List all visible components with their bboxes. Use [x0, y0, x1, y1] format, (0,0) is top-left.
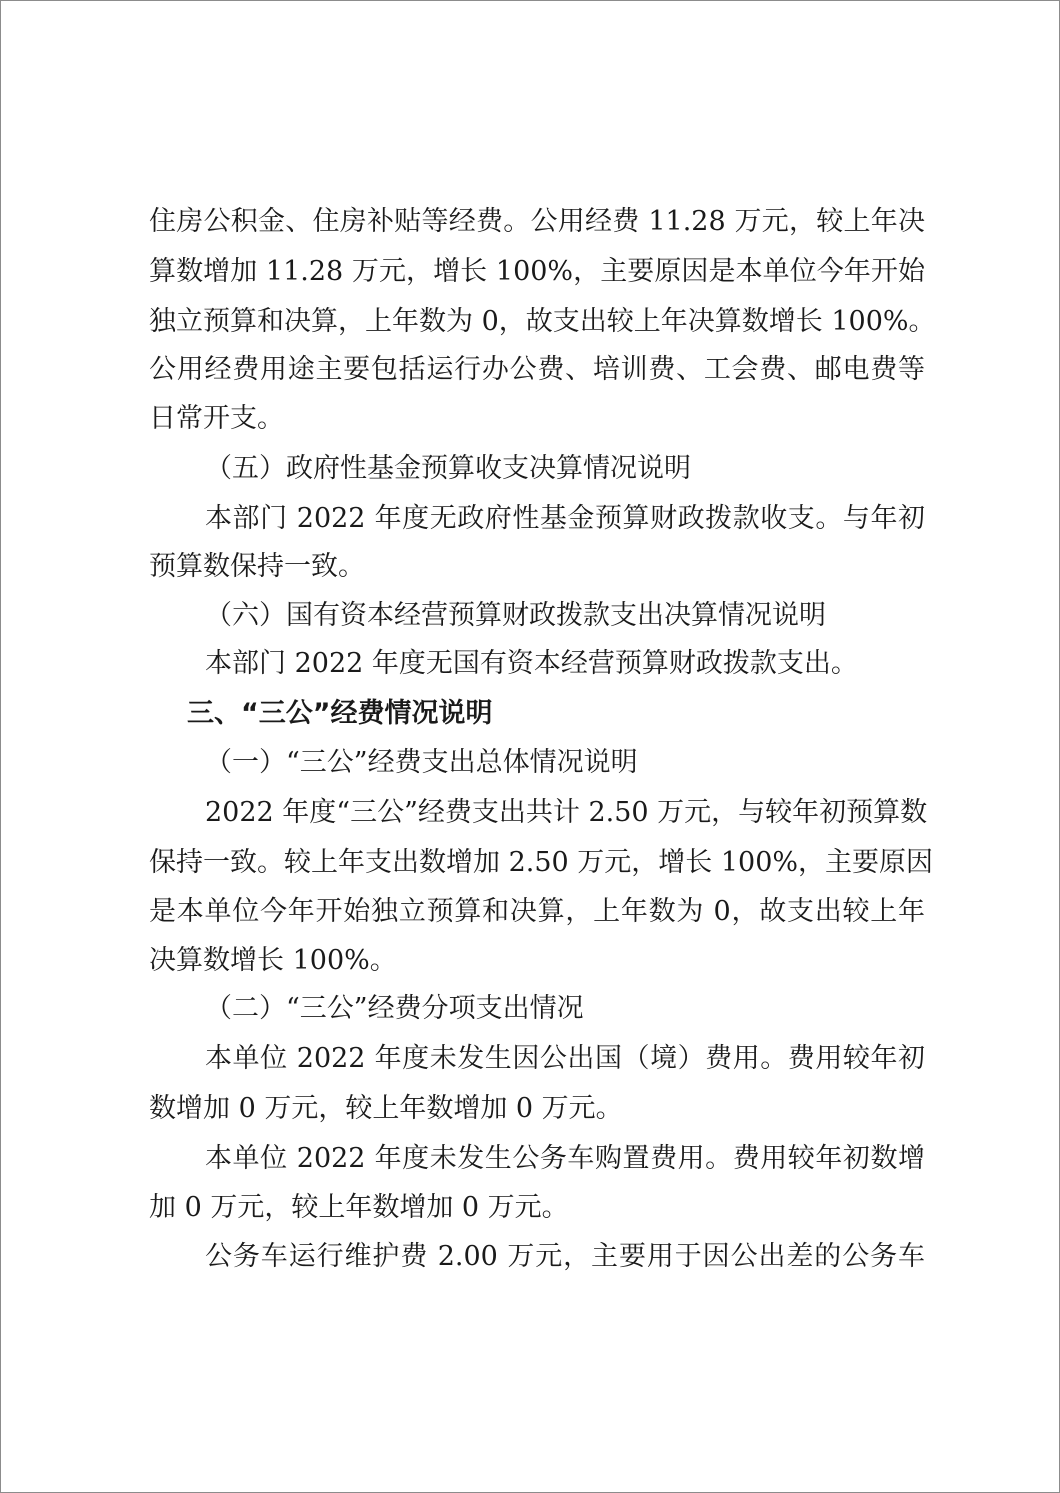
paragraph-line: 是本单位今年开始独立预算和决算，上年数为 0，故支出较上年 — [149, 896, 925, 927]
paragraph-line: 2022 年度“三公”经费支出共计 2.50 万元，与较年初预算数 — [205, 797, 928, 828]
paragraph-line: 公务车运行维护费 2.00 万元，主要用于因公出差的公务车 — [205, 1241, 925, 1272]
paragraph-line: 算数增加 11.28 万元，增长 100%，主要原因是本单位今年开始 — [149, 256, 925, 287]
paragraph-line: 本部门 2022 年度无国有资本经营预算财政拨款支出。 — [205, 648, 858, 679]
paragraph-line: 预算数保持一致。 — [149, 551, 365, 582]
paragraph-line: 本部门 2022 年度无政府性基金预算财政拨款收支。与年初 — [205, 503, 925, 534]
chapter-heading-3: 三、“三公”经费情况说明 — [187, 698, 493, 729]
paragraph-line: 本单位 2022 年度未发生因公出国（境）费用。费用较年初 — [205, 1043, 925, 1074]
paragraph-line: 本单位 2022 年度未发生公务车购置费用。费用较年初数增 — [205, 1143, 925, 1174]
paragraph-line: 加 0 万元，较上年数增加 0 万元。 — [149, 1192, 569, 1223]
paragraph-line: 独立预算和决算，上年数为 0，故支出较上年决算数增长 100%。 — [149, 306, 936, 337]
section-heading-3-2: （二）“三公”经费分项支出情况 — [205, 993, 584, 1024]
paragraph-line: 决算数增长 100%。 — [149, 945, 397, 976]
paragraph-line: 住房公积金、住房补贴等经费。公用经费 11.28 万元，较上年决 — [149, 206, 925, 237]
section-heading-3-1: （一）“三公”经费支出总体情况说明 — [205, 747, 638, 778]
paragraph-line: 数增加 0 万元，较上年数增加 0 万元。 — [149, 1093, 623, 1124]
paragraph-line: 保持一致。较上年支出数增加 2.50 万元，增长 100%，主要原因 — [149, 847, 934, 878]
section-heading-6: （六）国有资本经营预算财政拨款支出决算情况说明 — [205, 600, 826, 631]
paragraph-line: 公用经费用途主要包括运行办公费、培训费、工会费、邮电费等 — [149, 354, 925, 385]
paragraph-line: 日常开支。 — [149, 403, 284, 434]
section-heading-5: （五）政府性基金预算收支决算情况说明 — [205, 453, 691, 484]
